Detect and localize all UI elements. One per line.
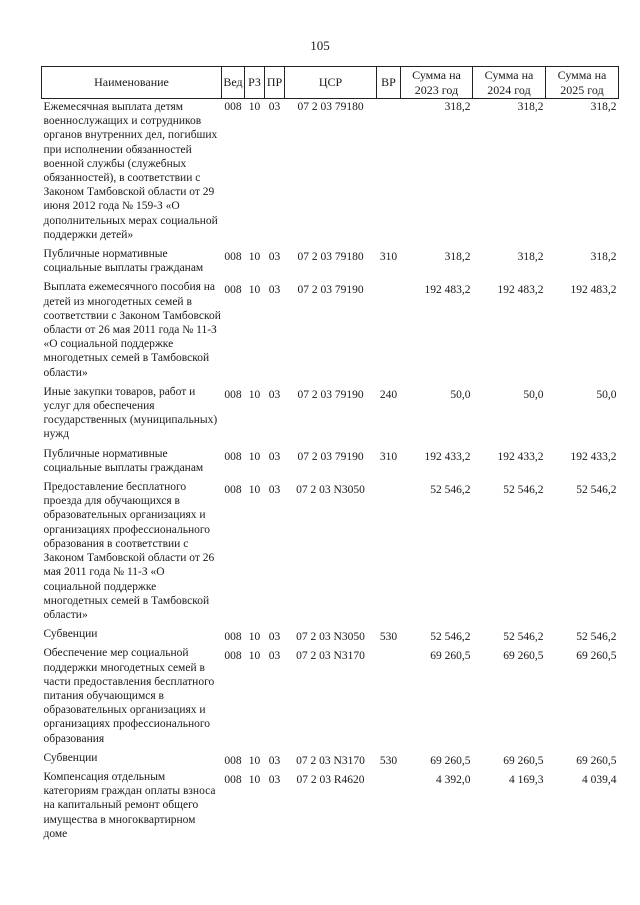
row-csr: 07 2 03 N3050: [296, 631, 365, 644]
row-vr: [377, 770, 401, 846]
row-csr: 07 2 03 N3050: [296, 484, 365, 497]
row-sum-2024: 4 169,3: [509, 773, 544, 786]
row-rz: 10: [248, 388, 261, 401]
row-sum-2023: 318,2: [444, 251, 471, 264]
header-name: Наименование: [42, 67, 222, 99]
row-csr: 07 2 03 79180: [297, 101, 364, 113]
row-pr: 03: [268, 450, 281, 463]
row-pr: 03: [268, 388, 281, 401]
budget-table: [41, 66, 619, 846]
header-ved: Вед: [222, 67, 245, 99]
row-pr: 03: [268, 484, 281, 497]
row-sum-2023: 52 546,2: [430, 484, 471, 497]
header-vr: ВР: [377, 67, 401, 99]
row-sum-2023: 52 546,2: [430, 631, 471, 644]
row-ved: 008: [224, 631, 242, 644]
row-sum-2025: 192 483,2: [570, 284, 617, 297]
row-rz: 10: [248, 754, 261, 767]
row-vr: 240: [379, 388, 398, 401]
row-ved: 008: [224, 754, 242, 767]
table-row: [42, 480, 619, 627]
row-sum-2023: 318,2: [444, 101, 471, 113]
row-name: Выплата ежемесячного пособия на детей из многодетных семей в соответствии с Законом Тамбовской области от 26 мая 2011 года № 11-З «О социальной поддержке многодетных семей в Тамбовской области»: [43, 281, 221, 379]
row-csr: 07 2 03 79190: [297, 450, 364, 463]
row-sum-2024: 69 260,5: [503, 754, 544, 767]
row-sum-2025: 318,2: [590, 101, 617, 113]
row-vr: [377, 646, 401, 750]
row-pr: 03: [268, 284, 281, 297]
row-sum-2025: 52 546,2: [576, 484, 617, 497]
row-sum-2023: 4 392,0: [436, 773, 471, 786]
header-rz: РЗ: [245, 67, 265, 99]
row-rz: 10: [248, 650, 261, 663]
row-sum-2024: 192 433,2: [497, 450, 544, 463]
row-vr: 530: [379, 754, 398, 767]
row-sum-2025: 318,2: [590, 251, 617, 264]
row-pr: 03: [268, 773, 281, 786]
row-sum-2024: 50,0: [523, 388, 544, 401]
row-name: Ежемесячная выплата детям военнослужащих и сотрудников органов внутренних дел, погибших при исполнении обязанностей военной службы (служебных обязанностей), в соответствии с Законом Тамбовской области от 29 июня 2012 года № 159-З «О дополнительных мерах социальной поддержки детей»: [43, 101, 218, 241]
table-row: [42, 447, 619, 480]
header-sum-2023: Сумма на 2023 год: [401, 67, 473, 99]
table-row: [42, 770, 619, 846]
row-vr: [377, 480, 401, 627]
row-vr: [377, 280, 401, 384]
table-row: [42, 280, 619, 384]
row-csr: 07 2 03 79190: [297, 284, 364, 297]
table-row: [42, 751, 619, 770]
row-rz: 10: [248, 484, 261, 497]
row-ved: 008: [224, 101, 242, 113]
row-rz: 10: [248, 284, 261, 297]
row-pr: 03: [268, 650, 281, 663]
row-vr: 310: [379, 450, 398, 463]
row-ved: 008: [224, 650, 242, 663]
row-vr: 310: [379, 251, 398, 264]
row-csr: 07 2 03 79180: [297, 251, 364, 264]
row-sum-2023: 192 433,2: [424, 450, 471, 463]
row-csr: 07 2 03 N3170: [296, 754, 365, 767]
row-ved: 008: [224, 450, 242, 463]
row-name: Публичные нормативные социальные выплаты гражданам: [43, 248, 204, 275]
table-header-row: [42, 67, 619, 99]
row-name: Иные закупки товаров, работ и услуг для обеспечения государственных (муниципальных) нужд: [43, 385, 218, 441]
row-sum-2024: 52 546,2: [503, 631, 544, 644]
table-row: [42, 646, 619, 750]
row-vr: 530: [379, 631, 398, 644]
header-sum-2025: Сумма на 2025 год: [546, 67, 619, 99]
row-sum-2024: 192 483,2: [497, 284, 544, 297]
row-sum-2025: 4 039,4: [582, 773, 617, 786]
row-name: Обеспечение мер социальной поддержки многодетных семей в части предоставления бесплатного питания обучающимся в образовательных организациях и организациях профессионального образования: [43, 647, 215, 745]
table-row: [42, 99, 619, 248]
row-sum-2024: 69 260,5: [503, 650, 544, 663]
row-pr: 03: [268, 631, 281, 644]
row-name: Субвенции: [43, 751, 98, 764]
header-sum-2024: Сумма на 2024 год: [473, 67, 546, 99]
row-pr: 03: [268, 754, 281, 767]
row-pr: 03: [268, 251, 281, 264]
header-csr: ЦСР: [285, 67, 377, 99]
row-sum-2025: 192 433,2: [570, 450, 617, 463]
row-sum-2025: 50,0: [596, 388, 617, 401]
row-sum-2025: 69 260,5: [576, 650, 617, 663]
row-pr: 03: [268, 101, 281, 113]
row-sum-2023: 69 260,5: [430, 754, 471, 767]
row-name: Компенсация отдельным категориям граждан оплаты взноса на капитальный ремонт общего имущества в многоквартирном доме: [43, 770, 216, 840]
row-rz: 10: [248, 101, 261, 113]
row-csr: 07 2 03 79190: [297, 388, 364, 401]
row-sum-2023: 192 483,2: [424, 284, 471, 297]
table-row: [42, 627, 619, 646]
row-ved: 008: [224, 484, 242, 497]
row-sum-2024: 318,2: [517, 101, 544, 113]
row-sum-2025: 69 260,5: [576, 754, 617, 767]
table-row: [42, 247, 619, 280]
table-row: [42, 385, 619, 447]
row-sum-2023: 69 260,5: [430, 650, 471, 663]
row-sum-2024: 52 546,2: [503, 484, 544, 497]
row-vr: [377, 99, 401, 248]
row-name: Публичные нормативные социальные выплаты гражданам: [43, 447, 204, 474]
row-csr: 07 2 03 N3170: [296, 650, 365, 663]
row-rz: 10: [248, 631, 261, 644]
page-number: 105: [310, 38, 330, 53]
row-sum-2024: 318,2: [517, 251, 544, 264]
row-ved: 008: [224, 251, 242, 264]
row-ved: 008: [224, 773, 242, 786]
header-pr: ПР: [265, 67, 285, 99]
row-csr: 07 2 03 R4620: [296, 773, 365, 786]
row-ved: 008: [224, 388, 242, 401]
row-rz: 10: [248, 773, 261, 786]
row-rz: 10: [248, 251, 261, 264]
row-name: Предоставление бесплатного проезда для обучающихся в образовательных организациях и организациях профессионального образования в соответствии с Законом Тамбовской области от 26 мая 2011 года № 11-З «О социальной поддержке многодетных семей в Тамбовской области»: [43, 481, 215, 621]
row-name: Субвенции: [43, 628, 98, 641]
row-ved: 008: [224, 284, 242, 297]
row-sum-2025: 52 546,2: [576, 631, 617, 644]
row-rz: 10: [248, 450, 261, 463]
row-sum-2023: 50,0: [450, 388, 471, 401]
